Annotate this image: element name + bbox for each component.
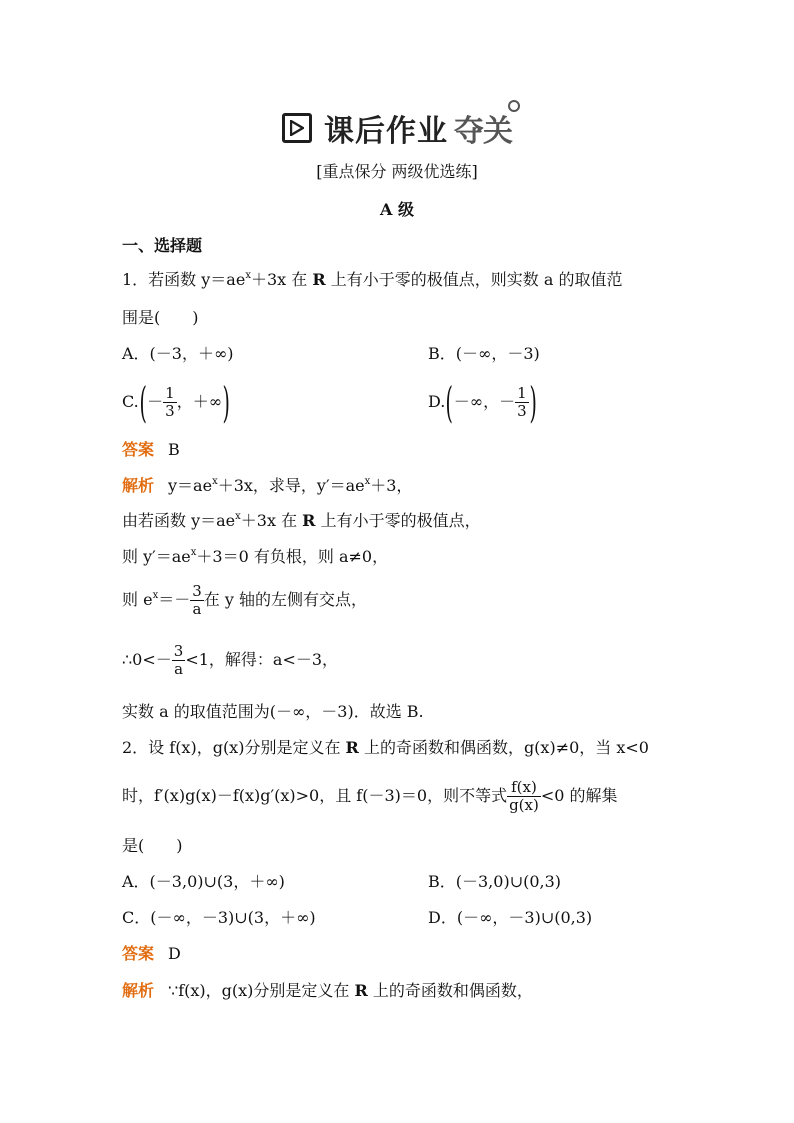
q1-a5-den: a bbox=[174, 660, 184, 678]
q1-stem-line1 bbox=[122, 270, 622, 290]
q1-a3-sup: x bbox=[190, 547, 197, 558]
q1-a5-part-b: <1，解得：a<－3， bbox=[185, 650, 339, 669]
q1-option-d: D.(－∞，－ $\frac{1}{3}$ ) bbox=[428, 377, 537, 427]
q1-option-d-den: 3 bbox=[517, 402, 527, 420]
q1-a4-part-c: 在 y 轴的左侧有交点， bbox=[203, 590, 367, 609]
q1-stem-part-a: 1．若函数 y＝ae bbox=[122, 270, 246, 289]
q2-option-a: A．(－3,0)∪(3，＋∞) bbox=[122, 872, 285, 891]
q1-a2-part-b: ＋3x 在 bbox=[240, 511, 298, 530]
q1-a2-part-a: 由若函数 y＝ae bbox=[122, 511, 236, 530]
q1-a1-sup2: x bbox=[364, 476, 371, 487]
q2-answer-value: D bbox=[168, 944, 181, 963]
q2-stem-line3: 是( ) bbox=[122, 836, 183, 855]
header-logo-text: 夺关 bbox=[454, 114, 512, 149]
q2-option-d: D．(－∞，－3)∪(0,3) bbox=[428, 908, 593, 927]
q1-a5-part-a: ∴0<－ bbox=[122, 650, 172, 669]
level-title: A 级 bbox=[380, 200, 414, 219]
q1-option-d-rest: －∞，－ bbox=[453, 392, 516, 411]
logo-mark-icon bbox=[508, 100, 520, 112]
q1-answer-label: 答案 bbox=[122, 440, 155, 459]
q2-line2-part-a: 时，f′(x)g(x)－f(x)g′(x)>0，且 f(－3)＝0，则不等式 bbox=[122, 786, 508, 805]
q1-stem-line2: 围是( ) bbox=[122, 308, 199, 327]
q2-a1-R: R bbox=[354, 981, 368, 1000]
q1-a2-sup: x bbox=[235, 511, 241, 522]
q2-answer-label: 答案 bbox=[122, 944, 155, 963]
q2-option-c: C．(－∞，－3)∪(3，＋∞) bbox=[122, 908, 316, 927]
q1-option-c-sign: － bbox=[147, 392, 164, 411]
q1-stem-R: R bbox=[312, 270, 326, 289]
q1-a4-part-a: 则 e bbox=[122, 590, 153, 609]
q1-a2-R: R bbox=[302, 511, 316, 530]
q1-option-c: C.(－ $\frac{1}{3}$ ，＋∞) bbox=[122, 377, 230, 427]
q2-line2-den: g(x) bbox=[509, 796, 539, 814]
section-title: 一、选择题 bbox=[122, 236, 203, 255]
q2-answer bbox=[122, 944, 181, 964]
q1-analysis-line6: 实数 a 的取值范围为(－∞，－3)．故选 B. bbox=[122, 702, 424, 721]
q1-stem-part-c: 上有小于零的极值点，则实数 a 的取值范 bbox=[330, 270, 623, 289]
q2-a1-part-b: 上的奇函数和偶函数， bbox=[372, 981, 533, 1000]
q1-option-c-rest: ，＋∞ bbox=[176, 392, 223, 411]
q2-line2-part-b: <0 的解集 bbox=[540, 786, 618, 805]
q1-option-c-num: 1 bbox=[165, 384, 175, 402]
q1-a2-part-c: 上有小于零的极值点， bbox=[320, 511, 481, 530]
q2-a1-part-a: ∵f(x)，g(x)分别是定义在 bbox=[168, 981, 350, 1000]
play-icon bbox=[282, 113, 312, 143]
q2-analysis-label: 解析 bbox=[122, 981, 155, 1000]
q1-option-d-num: 1 bbox=[517, 384, 527, 402]
q2-analysis-line1 bbox=[122, 981, 533, 1001]
q1-option-c-den: 3 bbox=[165, 402, 175, 420]
q1-a1-sup1: x bbox=[212, 476, 218, 487]
q1-analysis-line2 bbox=[122, 511, 481, 531]
header-logo bbox=[454, 106, 512, 150]
q1-stem-part-b: ＋3x 在 bbox=[250, 270, 308, 289]
q1-option-d-prefix: D. bbox=[428, 392, 446, 411]
q1-answer bbox=[122, 440, 180, 460]
q2-line2-num: f(x) bbox=[507, 779, 541, 797]
q2-option-b: B．(－3,0)∪(0,3) bbox=[428, 872, 562, 891]
q2-line1-part-b: 上的奇函数和偶函数，g(x)≠0，当 x<0 bbox=[363, 738, 649, 757]
q1-option-c-prefix: C. bbox=[122, 392, 139, 411]
q1-a5-fraction bbox=[172, 643, 186, 678]
q1-analysis-line5 bbox=[122, 640, 338, 680]
q1-a1-part-a: y＝ae bbox=[168, 476, 213, 495]
q1-a1-part-b: ＋3x，求导，y′＝ae bbox=[217, 476, 365, 495]
q1-a4-sup: x bbox=[152, 590, 159, 601]
q2-line2-fraction bbox=[507, 779, 541, 814]
q2-line1-part-a: 2．设 f(x)，g(x)分别是定义在 bbox=[122, 738, 341, 757]
q2-line1-R: R bbox=[345, 738, 359, 757]
subtitle: [重点保分 两级优选练] bbox=[316, 162, 478, 181]
q1-analysis-label: 解析 bbox=[122, 476, 155, 495]
q2-stem-line1 bbox=[122, 738, 649, 758]
q1-stem-sup: x bbox=[245, 270, 251, 281]
q2-stem-line2 bbox=[122, 776, 618, 816]
q1-option-a: A．(－3，＋∞) bbox=[122, 344, 234, 363]
q1-a3-part-b: ＋3＝0 有负根，则 a≠0， bbox=[196, 547, 389, 566]
q1-a4-den: a bbox=[192, 600, 202, 618]
q1-a4-part-b: ＝－ bbox=[158, 590, 191, 609]
q1-option-b: B．(－∞，－3) bbox=[428, 344, 540, 363]
q1-analysis-line4 bbox=[122, 580, 367, 620]
q1-a4-num: 3 bbox=[192, 582, 202, 600]
q1-analysis-line3 bbox=[122, 547, 388, 567]
header-title: 课后作业 bbox=[324, 114, 448, 149]
q1-option-d-fraction bbox=[515, 385, 529, 420]
q1-option-c-fraction bbox=[163, 385, 177, 420]
q1-answer-value: B bbox=[168, 440, 180, 459]
q1-a4-fraction bbox=[190, 583, 204, 618]
q1-a3-part-a: 则 y′＝ae bbox=[122, 547, 191, 566]
page-header bbox=[0, 104, 794, 152]
q1-analysis-line1 bbox=[122, 476, 412, 496]
q1-a1-part-c: ＋3， bbox=[370, 476, 413, 495]
q1-a5-num: 3 bbox=[173, 642, 184, 660]
